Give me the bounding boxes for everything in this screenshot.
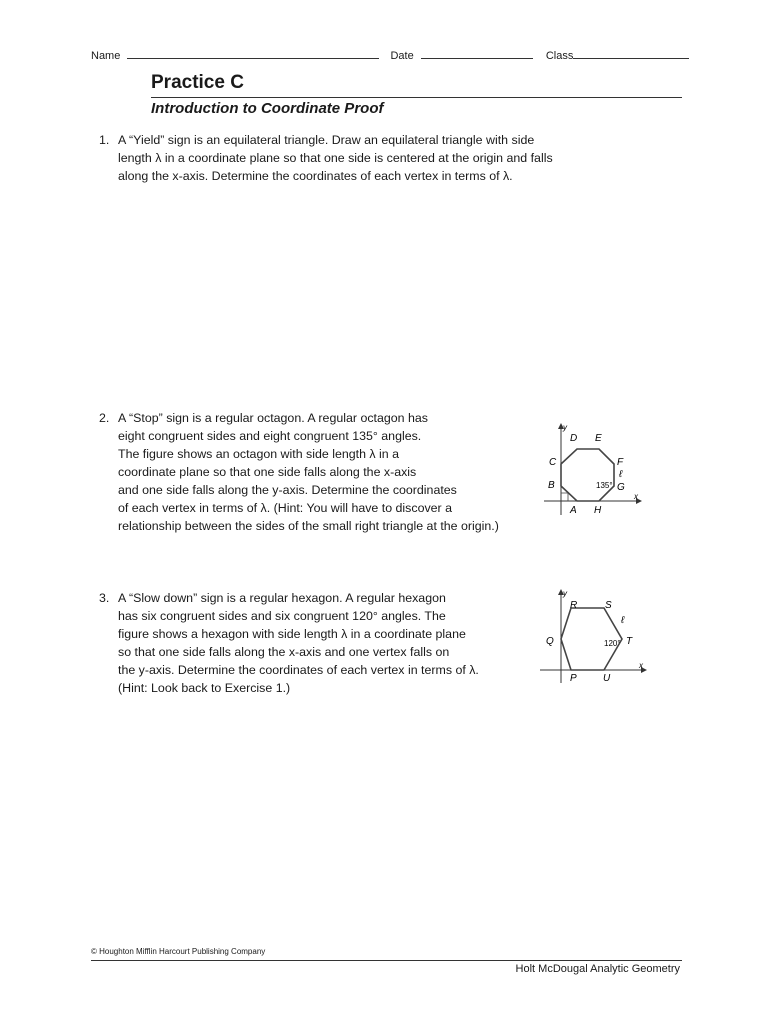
problem-text-line: The figure shows an octagon with side length λ in a (118, 447, 400, 461)
vertex-label-h: H (594, 505, 602, 516)
problem-number: 3. (99, 591, 110, 605)
vertex-label-p: P (570, 673, 577, 684)
page-subtitle: Introduction to Coordinate Proof (151, 100, 384, 117)
vertex-label-s: S (605, 600, 612, 611)
right-angle-mark (561, 493, 568, 501)
angle-label: 135° (596, 481, 613, 490)
vertex-label-e: E (595, 433, 602, 444)
date-label: Date (390, 50, 414, 62)
vertex-label-c: C (549, 457, 557, 468)
octagon-figure (536, 421, 646, 521)
problem-number: 1. (99, 133, 110, 147)
footer-divider (91, 960, 682, 961)
hexagon-figure (536, 588, 651, 688)
axis-label-y: y (563, 423, 567, 432)
side-length-label: ℓ (621, 615, 625, 626)
problem-3 (99, 589, 479, 697)
vertex-label-q: Q (546, 636, 554, 647)
axis-label-x: x (639, 661, 643, 670)
class-field[interactable] (573, 49, 689, 59)
axis-label-x: x (634, 492, 638, 501)
right-triangle-hypotenuse (561, 486, 577, 501)
name-label: Name (91, 50, 121, 62)
vertex-label-g: G (617, 482, 625, 493)
page-title: Practice C (151, 72, 244, 93)
problem-text-line: length λ in a coordinate plane so that one side is centered at the origin and falls (118, 151, 553, 165)
problem-text-line: so that one side falls along the x-axis and one vertex falls on (118, 645, 450, 659)
problem-text-line: A “Yield” sign is an equilateral triangle. Draw an equilateral triangle with side (118, 133, 535, 147)
problem-text-line: has six congruent sides and six congruent 120° angles. The (118, 609, 446, 623)
side-length-label: ℓ (619, 469, 623, 480)
problem-text-line: eight congruent sides and eight congruent 135° angles. (118, 429, 422, 443)
student-info-header (91, 49, 689, 62)
problem-1 (99, 131, 553, 185)
vertex-label-t: T (626, 636, 633, 647)
title-divider (151, 97, 682, 98)
axis-label-y: y (563, 589, 567, 598)
problem-text-line: along the x-axis. Determine the coordinates of each vertex in terms of λ. (118, 169, 513, 183)
problem-text-line: A “Slow down” sign is a regular hexagon. A regular hexagon (118, 591, 446, 605)
problem-text-line: coordinate plane so that one side falls along the x-axis (118, 465, 417, 479)
vertex-label-d: D (570, 433, 578, 444)
angle-label: 120° (604, 639, 621, 648)
book-title: Holt McDougal Analytic Geometry (515, 963, 680, 975)
problem-text-line: relationship between the sides of the small right triangle at the origin.) (118, 519, 499, 533)
problem-2 (99, 409, 499, 535)
problem-text-line: figure shows a hexagon with side length λ in a coordinate plane (118, 627, 466, 641)
class-label: Class (545, 50, 574, 62)
copyright-notice: © Houghton Mifflin Harcourt Publishing Company (91, 947, 266, 956)
problem-text-line: (Hint: Look back to Exercise 1.) (118, 681, 291, 695)
vertex-label-r: R (570, 600, 578, 611)
problem-number: 2. (99, 411, 110, 425)
problem-text-line: and one side falls along the y-axis. Determine the coordinates (118, 483, 457, 497)
vertex-label-a: A (570, 505, 577, 516)
problem-text-line: A “Stop” sign is a regular octagon. A regular octagon has (118, 411, 428, 425)
problem-text-line: the y-axis. Determine the coordinates of each vertex in terms of λ. (118, 663, 479, 677)
vertex-label-b: B (548, 480, 555, 491)
vertex-label-f: F (617, 457, 624, 468)
date-field[interactable] (421, 49, 533, 59)
vertex-label-u: U (603, 673, 611, 684)
name-field[interactable] (127, 49, 379, 59)
problem-text-line: of each vertex in terms of λ. (Hint: You will have to discover a (118, 501, 453, 515)
